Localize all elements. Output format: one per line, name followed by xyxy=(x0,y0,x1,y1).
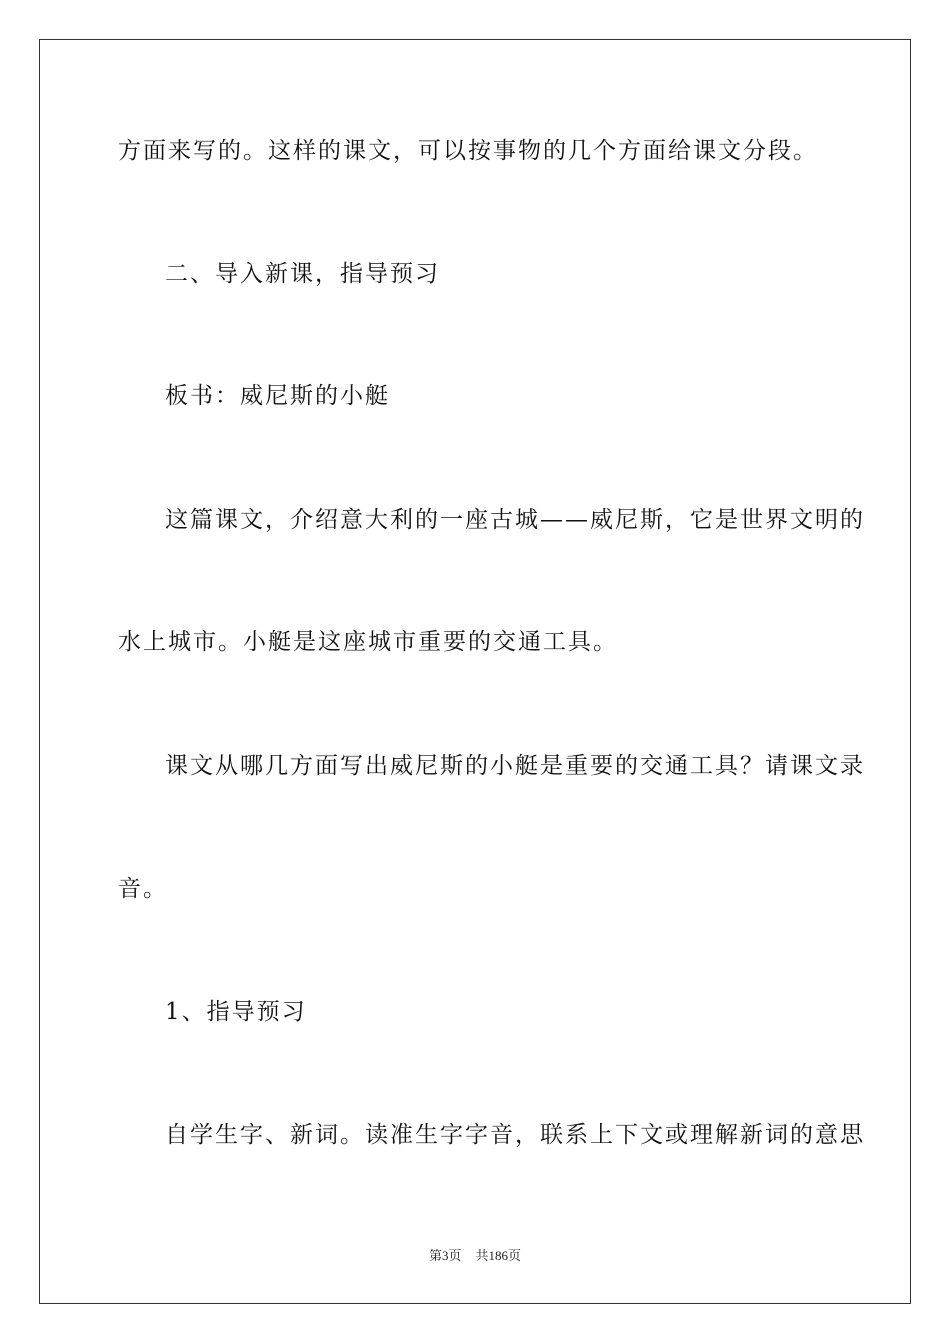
paragraph-line: 板书：威尼斯的小艇 xyxy=(165,383,390,409)
page-number: 第3页 xyxy=(428,1248,462,1263)
paragraph-line: 水上城市。小艇是这座城市重要的交通工具。 xyxy=(118,629,618,655)
page-total: 共186页 xyxy=(475,1248,522,1263)
paragraph-line: 自学生字、新词。读准生字字音，联系上下文或理解新词的意思 xyxy=(165,1122,865,1148)
page-border xyxy=(39,39,911,1304)
paragraph-line: 课文从哪几方面写出威尼斯的小艇是重要的交通工具？请课文录 xyxy=(165,753,865,779)
paragraph-line: 方面来写的。这样的课文，可以按事物的几个方面给课文分段。 xyxy=(118,138,818,164)
paragraph-line: 这篇课文，介绍意大利的一座古城——威尼斯，它是世界文明的 xyxy=(165,507,865,533)
page-footer xyxy=(0,1247,950,1265)
section-heading: 二、导入新课，指导预习 xyxy=(165,261,440,287)
subsection-heading: 1、指导预习 xyxy=(165,999,307,1025)
paragraph-line: 音。 xyxy=(118,876,168,902)
